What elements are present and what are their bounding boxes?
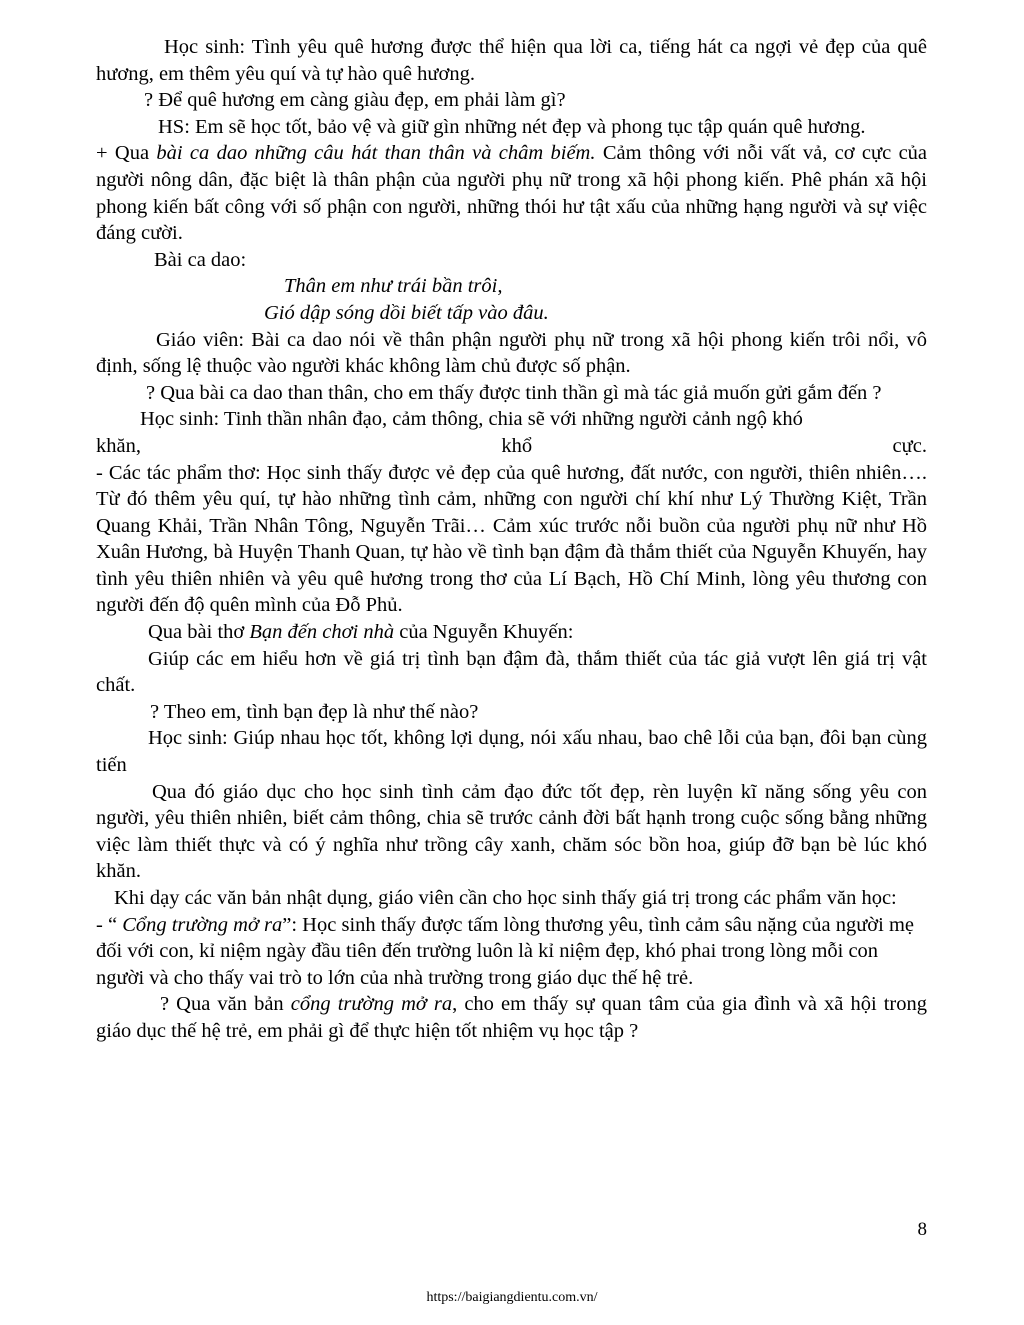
document-body: [96, 34, 927, 1045]
italic-title: bài ca dao những câu hát than thân và châm biếm.: [156, 142, 596, 165]
text-segment: , cho em thấy sự quan tâm của gia đình và xã hội trong giáo dục thế hệ trẻ, em phải gì để thực hiện tốt nhiệm vụ học tập ?: [96, 993, 927, 1042]
question-friendship: ? Theo em, tình bạn đẹp là như thế nào?: [150, 700, 479, 723]
paragraph-ca-dao-label: Bài ca dao:: [154, 248, 247, 271]
italic-title: Cổng trường mở ra: [122, 913, 283, 936]
text-segment: - “: [96, 913, 123, 936]
word: khăn,: [96, 434, 141, 457]
italic-title: cổng trường mở ra: [290, 993, 453, 1016]
word: cực.: [892, 434, 927, 457]
text-segment: của Nguyễn Khuyến:: [394, 621, 574, 644]
text-segment: ”: Học sinh thấy được tấm lòng thương yêu, tình cảm sâu nặng của người mẹ đối với con, kỉ niệm ngày đầu tiên đến trường luôn là kỉ niệm đẹp, khó phai trong lòng mỗi con người và cho thấy vai trò to lớn của nhà trường trong giáo dục thế hệ trẻ.: [96, 913, 915, 989]
paragraph-education: Qua đó giáo dục cho học sinh tình cảm đạo đức tốt đẹp, rèn luyện kĩ năng sống yêu con người, yêu thiên nhiên, biết cảm thông, chia sẽ trước cảnh đời bất hạnh trong cuộc sống bằng những việc làm thiết thực và có ý nghĩa như trồng cây xanh, chăm sóc bồn hoa, giúp đỡ bạn bè lúc khó khăn.: [96, 780, 927, 883]
justified-line: [96, 433, 927, 460]
text-segment: Qua bài thơ: [148, 621, 250, 644]
paragraph-student-answer-2: Học sinh: Tinh thần nhân đạo, cảm thông, chia sẽ với những người cảnh ngộ khó: [140, 408, 803, 431]
italic-title: Bạn đến chơi nhà: [249, 621, 395, 644]
footer-url: https://baigiangdientu.com.vn/: [426, 1290, 598, 1305]
page-number: 8: [917, 1219, 927, 1240]
word: khổ: [501, 434, 533, 457]
question-cong-truong: [96, 991, 927, 1044]
paragraph-student-answer-1: Học sinh: Tình yêu quê hương được thể hiện qua lời ca, tiếng hát ca ngợi vẻ đẹp của quê hương, em thêm yêu quí và tự hào quê hương.: [96, 36, 927, 85]
text-segment: ? Qua văn bản: [160, 993, 291, 1016]
paragraph-student-answer-3: Học sinh: Giúp nhau học tốt, không lợi dụng, nói xấu nhau, bao chê lỗi của bạn, đôi bạn cùng tiến: [96, 727, 927, 777]
paragraph-nhat-dung: Khi dạy các văn bản nhật dụng, giáo viên cần cho học sinh thấy giá trị trong các phẩm văn học:: [114, 887, 897, 909]
text-segment: + Qua: [96, 142, 157, 165]
verse-line-2: Gió dập sóng dồi biết tấp vào đâu.: [264, 301, 549, 324]
paragraph-cong-truong: [96, 912, 927, 992]
paragraph-ca-dao: [96, 140, 927, 246]
paragraph-poetry-works: - Các tác phẩm thơ: Học sinh thấy được vẻ đẹp của quê hương, đất nước, con người, thiên nhiên…. Từ đó thêm yêu quí, tự hào những tình cảm, những con người chí khí như Lý Thường Kiệt, Trần Quang Khải, Trần Nhân Tông, Nguyễn Trãi… Cảm xúc trước nỗi buồn của người phụ nữ như Hồ Xuân Hương, bà Huyện Thanh Quan, tự hào về tình bạn đậm đà thắm thiết của Nguyễn Khuyến, hay tình yêu thiên nhiên và yêu quê hương trong thơ của Lí Bạch, Hồ Chí Minh, lòng yêu thương con người đến độ quên mình của Đỗ Phủ.: [96, 461, 927, 617]
paragraph-friendship-value: Giúp các em hiểu hơn về giá trị tình bạn đậm đà, thắm thiết của tác giả vượt lên giá trị vật chất.: [96, 647, 927, 697]
paragraph-hs-answer: HS: Em sẽ học tốt, bảo vệ và giữ gìn những nét đẹp và phong tục tập quán quê hương.: [158, 115, 866, 138]
question-hometown: ? Để quê hương em càng giàu đẹp, em phải làm gì?: [144, 89, 566, 112]
question-than-than: ? Qua bài ca dao than thân, cho em thấy được tinh thần gì mà tác giả muốn gửi gắm đến ?: [146, 381, 882, 404]
text-segment: Cảm thông với nỗi vất vả, cơ cực của người nông dân, đặc biệt là thân phận của người phụ nữ trong xã hội phong kiến. Phê phán xã hội phong kiến bất công với số phận con người, những thói hư tật xấu của những hạng người và sự việc đáng cười.: [96, 142, 928, 245]
verse-line-1: Thân em như trái bần trôi,: [284, 275, 503, 298]
paragraph-teacher: Giáo viên: Bài ca dao nói về thân phận người phụ nữ trong xã hội phong kiến trôi nổi, vô định, sống lệ thuộc vào người khác không làm chủ được số phận.: [96, 328, 927, 378]
paragraph-ban-den-choi-nha: [96, 619, 927, 646]
